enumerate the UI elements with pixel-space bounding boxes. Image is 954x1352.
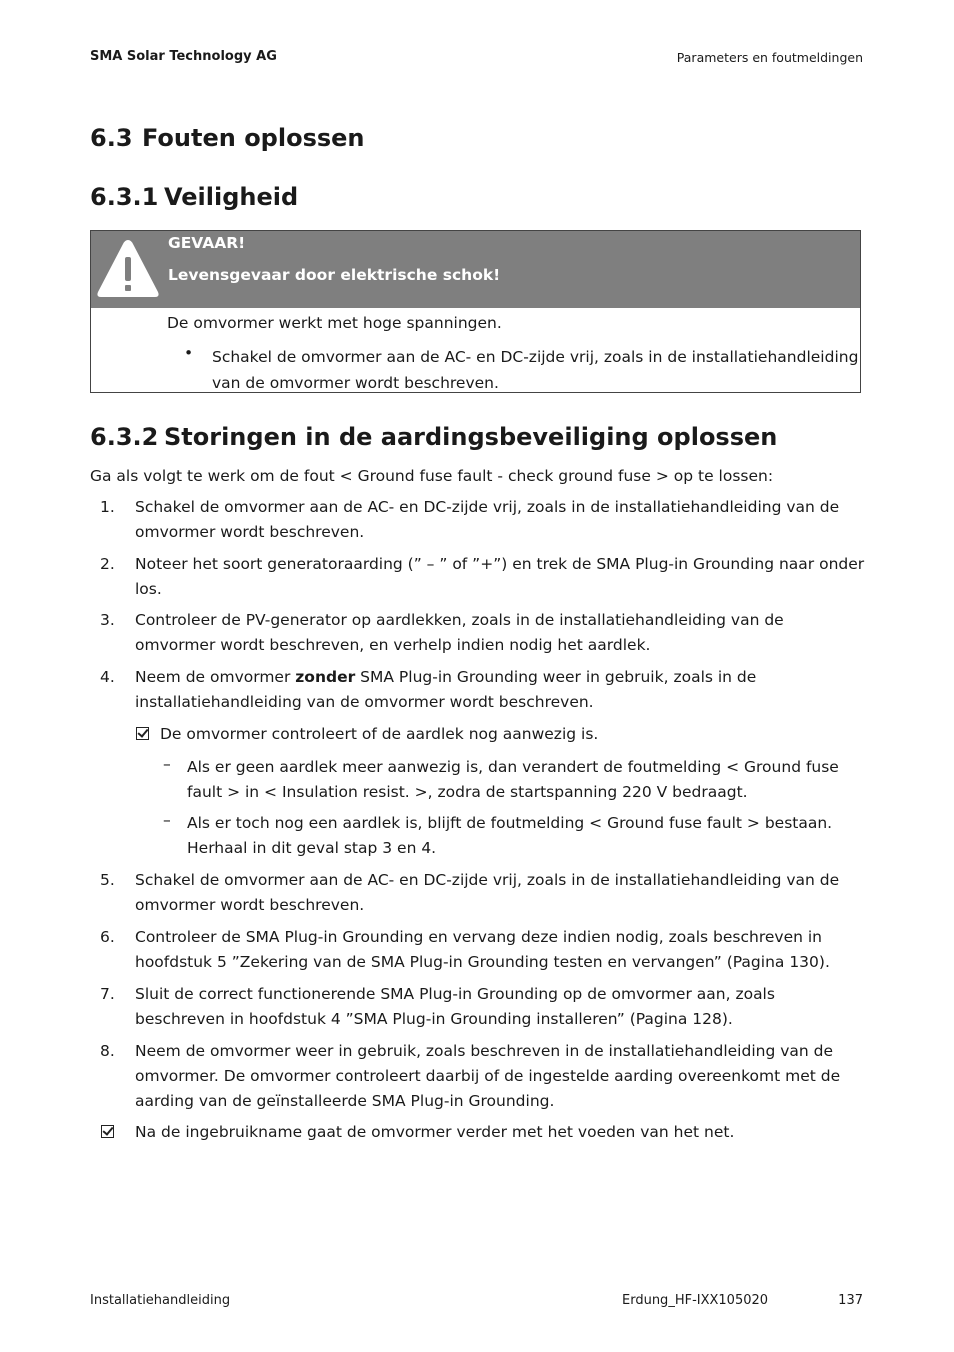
step-number: 8. <box>100 1042 115 1060</box>
case-text: Als er toch nog een aardlek is, blijft de foutmelding < Ground fuse fault > bestaan. Herhaal in dit geval stap 3 en 4. <box>187 814 833 857</box>
result-check-icon <box>136 727 149 740</box>
heading-6-3-1 <box>90 183 298 211</box>
step-number: 7. <box>100 985 115 1003</box>
warning-body: De omvormer werkt met hoge spanningen. <box>167 314 502 332</box>
heading-number: 6.3.1 <box>90 183 159 211</box>
footer-page-number: 137 <box>838 1293 863 1308</box>
heading-title: Storingen in de aardingsbeveiliging oplossen <box>164 423 778 451</box>
step-text-post: SMA Plug-in Grounding weer in gebruik, zoals in de installatiehandleiding van de omvormer wordt beschreven. <box>135 668 757 711</box>
step-text: Controleer de PV-generator op aardlekken, zoals in de installatiehandleiding van de omvormer wordt beschreven, en verhelp indien nodig het aardlek. <box>135 611 784 654</box>
dash: – <box>163 755 171 773</box>
heading-number: 6.3 <box>90 124 133 152</box>
intro-text: Ga als volgt te werk om de fout < Ground fuse fault - check ground fuse > op te lossen: <box>90 467 774 485</box>
footer-code: Erdung_HF-IXX105020 <box>622 1293 769 1308</box>
warning-subtitle: Levensgevaar door elektrische schok! <box>168 266 501 284</box>
step-number: 2. <box>100 555 115 573</box>
warning-triangle-icon <box>95 235 161 301</box>
header-section: Parameters en foutmeldingen <box>676 50 863 65</box>
heading-number: 6.3.2 <box>90 423 159 451</box>
case-text: Als er geen aardlek meer aanwezig is, dan verandert de foutmelding < Ground fuse fault > in < Insulation resist. >, zodra de startspanning 220 V bedraagt. <box>187 758 839 801</box>
heading-6-3 <box>90 124 365 152</box>
heading-title: Veiligheid <box>164 183 299 211</box>
final-result-text: Na de ingebruikname gaat de omvormer verder met het voeden van het net. <box>135 1123 735 1141</box>
step-text: Sluit de correct functionerende SMA Plug-in Grounding op de omvormer aan, zoals beschreven in hoofdstuk 4 ”SMA Plug-in Grounding installeren” (Pagina 128). <box>135 985 775 1028</box>
step-number: 6. <box>100 928 115 946</box>
step-text: Schakel de omvormer aan de AC- en DC-zijde vrij, zoals in de installatiehandleiding van de omvormer wordt beschreven. <box>135 871 840 914</box>
bullet: • <box>184 344 194 362</box>
step-number: 3. <box>100 611 115 629</box>
step-text: Controleer de SMA Plug-in Grounding en vervang deze indien nodig, zoals beschreven in hoofdstuk 5 ”Zekering van de SMA Plug-in Grounding testen en vervangen” (Pagina 130). <box>135 928 830 971</box>
step-text: Noteer het soort generatoraarding (” – ” of ”+”) en trek de SMA Plug-in Grounding naar onder los. <box>135 555 865 598</box>
step-number: 1. <box>100 498 115 516</box>
step-text: Schakel de omvormer aan de AC- en DC-zijde vrij, zoals in de installatiehandleiding van de omvormer wordt beschreven. <box>135 498 840 541</box>
dash: – <box>163 811 171 829</box>
header-company: SMA Solar Technology AG <box>90 49 277 64</box>
footer-doc: Installatiehandleiding <box>90 1293 231 1308</box>
danger-warning-box <box>90 230 861 393</box>
warning-title: GEVAAR! <box>168 234 246 252</box>
heading-title: Fouten oplossen <box>142 124 365 152</box>
step-text <box>135 665 865 715</box>
step-number: 5. <box>100 871 115 889</box>
heading-6-3-2 <box>90 423 777 451</box>
step-result-text: De omvormer controleert of de aardlek nog aanwezig is. <box>160 725 599 743</box>
step-text: Neem de omvormer weer in gebruik, zoals beschreven in de installatiehandleiding van de omvormer. De omvormer controleert daarbij of de ingestelde aarding overeenkomt met de aarding van de geïnstalleerde SMA Plug-in Grounding. <box>135 1042 841 1110</box>
warning-bullet-text: Schakel de omvormer aan de AC- en DC-zijde vrij, zoals in de installatiehandleiding van de omvormer wordt beschreven. <box>212 348 859 392</box>
step-text-pre: Neem de omvormer <box>135 668 296 686</box>
step-number: 4. <box>100 668 115 686</box>
step-text-bold: zonder <box>295 668 356 686</box>
warning-header-bar <box>91 231 860 308</box>
result-check-icon <box>101 1125 114 1138</box>
